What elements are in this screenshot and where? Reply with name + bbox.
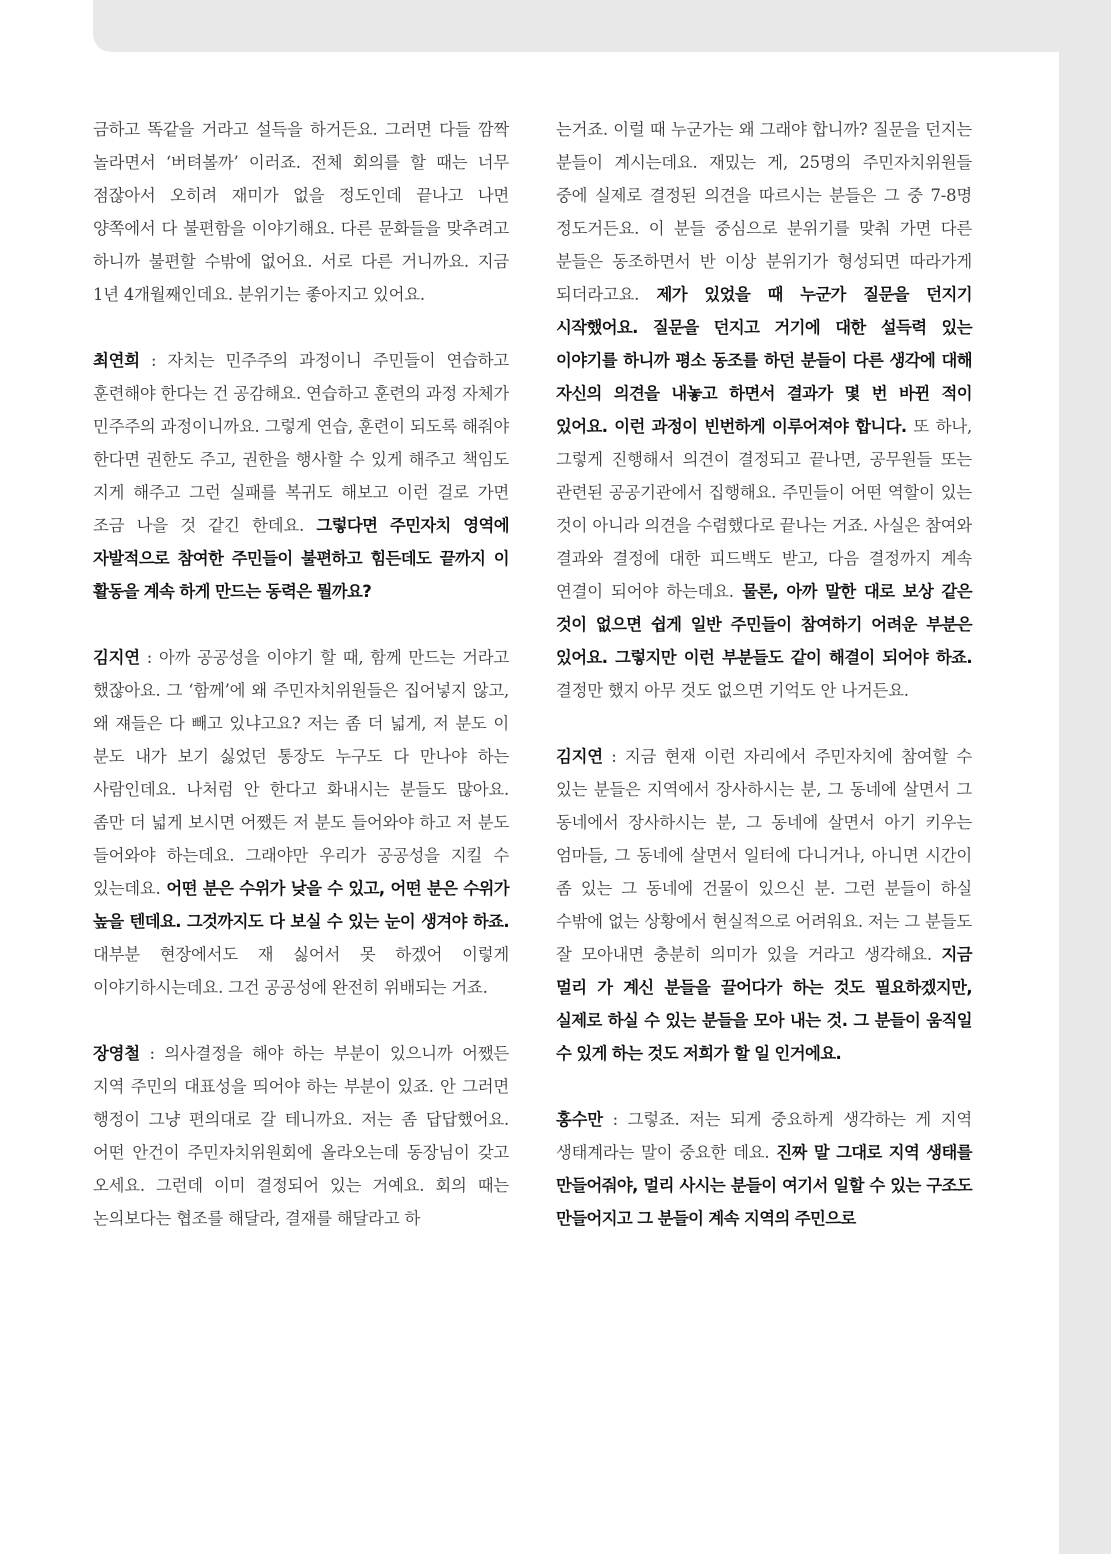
body-text: 결정만 했지 아무 것도 없으면 기억도 안 나거든요. — [556, 681, 909, 700]
speaker-name: 장영철 — [93, 1044, 140, 1063]
body-text: : 아까 공공성을 이야기 할 때, 함께 만드는 거라고 했잖아요. 그 ‘함께’에 왜 주민자치위원들은 집어넣지 않고, 왜 쟤들은 다 빼고 있냐고요? 저는 좀 더 넓게, 저 분도 이 분도 내가 보기 싫었던 통장도 누구도 다 만나야 하는 사람인데요. 나처럼 안 한다고 화내시는 분들도 많아요. 좀만 더 넓게 보시면 어쨌든 저 분도 들어와야 하고 저 분도 들어와야 하는데요. 그래야만 우리가 공공성을 지킬 수 있는데요. — [93, 648, 509, 898]
emphasis-text: 제가 있었을 때 누군가 질문을 던지기 시작했어요. 질문을 던지고 거기에 대한 설득력 있는 이야기를 하니까 평소 동조를 하던 분들이 다른 생각에 대해 자신의 의견을 내놓고 하면서 결과가 몇 번 바뀐 적이 있어요. 이런 과정이 빈번하게 이루어져야 합니다. — [556, 285, 972, 436]
speaker-name: 김지연 — [93, 648, 140, 667]
left-column — [93, 113, 509, 1268]
paragraph-kim-1 — [93, 641, 509, 1004]
body-text: : 의사결정을 해야 하는 부분이 있으니까 어쨌든 지역 주민의 대표성을 띄어야 하는 부분이 있죠. 안 그러면 행정이 그냥 편의대로 갈 테니까요. 저는 좀 답답했어요. 어떤 안건이 주민자치위원회에 올라오는데 동장님이 갖고 오세요. 그런데 이미 결정되어 있는 거예요. 회의 때는 논의보다는 협조를 해달라, 결재를 해달라고 하 — [93, 1044, 509, 1228]
emphasis-text: 그렇다면 주민자치 영역에 자발적으로 참여한 주민들이 불편하고 힘든데도 끝까지 이 활동을 계속 하게 만드는 동력은 뭘까요? — [93, 516, 509, 601]
paragraph-choi — [93, 344, 509, 608]
speaker-name: 최연희 — [93, 351, 140, 370]
header-band — [93, 0, 1111, 52]
paragraph-kim-2 — [556, 740, 972, 1070]
body-text: : 자치는 민주주의 과정이니 주민들이 연습하고 훈련해야 한다는 건 공감해요. 연습하고 훈련의 과정 자체가 민주주의 과정이니까요. 그렇게 연습, 훈련이 되도록 해줘야 한다면 권한도 주고, 권한을 행사할 수 있게 해주고 책임도 지게 해주고 그런 실패를 복귀도 해보고 이런 걸로 가면 조금 나을 것 같긴 한데요. — [93, 351, 509, 535]
paragraph-hong — [556, 1103, 972, 1235]
paragraph-continuation — [93, 113, 509, 311]
emphasis-text: 진짜 말 그대로 지역 생태를 만들어줘야, 멀리 사시는 분들이 여기서 일할 수 있는 구조도 만들어지고 그 분들이 계속 지역의 주민으로 — [556, 1143, 972, 1228]
body-text: 대부분 현장에서도 재 싫어서 못 하겠어 이렇게 이야기하시는데요. 그건 공공성에 완전히 위배되는 거죠. — [93, 945, 509, 997]
speaker-name: 홍수만 — [556, 1110, 603, 1129]
paragraph-continuation — [556, 113, 972, 707]
body-text: : 그렇죠. 저는 되게 중요하게 생각하는 게 지역 생태계라는 말이 중요한 데요. — [556, 1110, 972, 1162]
paragraph-jang — [93, 1037, 509, 1235]
body-text: : 지금 현재 이런 자리에서 주민자치에 참여할 수 있는 분들은 지역에서 장사하시는 분, 그 동네에 살면서 그 동네에서 장사하시는 분, 그 동네에 살면서 아기 키우는 엄마들, 그 동네에 살면서 일터에 다니거나, 아니면 시간이 좀 있는 그 동네에 건물이 있으신 분. 그런 분들이 하실 수밖에 없는 상황에서 현실적으로 어려워요. 저는 그 분들도 잘 모아내면 충분히 의미가 있을 거라고 생각해요. — [556, 747, 972, 964]
body-text: 금하고 똑같을 거라고 설득을 하거든요. 그러면 다들 깜짝 놀라면서 ‘버텨볼까’ 이러죠. 전체 회의를 할 때는 너무 점잖아서 오히려 재미가 없을 정도인데 끝나고 나면 양쪽에서 다 불편함을 이야기해요. 다른 문화들을 맞추려고 하니까 불편할 수밖에 없어요. 서로 다른 거니까요. 지금 1년 4개월째인데요. 분위기는 좋아지고 있어요. — [93, 120, 509, 304]
body-text: 또 하나, 그렇게 진행해서 의견이 결정되고 끝나면, 공무원들 또는 관련된 공공기관에서 집행해요. 주민들이 어떤 역할이 있는 것이 아니라 의견을 수렴했다로 끝나는 거죠. 사실은 참여와 결과와 결정에 대한 피드백도 받고, 다음 결정까지 계속 연결이 되어야 하는데요. — [556, 417, 973, 601]
right-column — [556, 113, 972, 1268]
page-edge-strip — [1059, 0, 1111, 1554]
emphasis-text: 지금 멀리 가 계신 분들을 끌어다가 하는 것도 필요하겠지만, 실제로 하실 수 있는 분들을 모아 내는 것. 그 분들이 움직일 수 있게 하는 것도 저희가 할 일 인거에요. — [556, 945, 972, 1063]
emphasis-text: 물론, 아까 말한 대로 보상 같은 것이 없으면 쉽게 일반 주민들이 참여하기 어려운 부분은 있어요. 그렇지만 이런 부분들도 같이 해결이 되어야 하죠. — [556, 582, 972, 667]
speaker-name: 김지연 — [556, 747, 603, 766]
body-text: 는거죠. 이럴 때 누군가는 왜 그래야 합니까? 질문을 던지는 분들이 계시는데요. 재밌는 게, 25명의 주민자치위원들 중에 실제로 결정된 의견을 따르시는 분들은 그 중 7-8명 정도거든요. 이 분들 중심으로 분위기를 맞춰 가면 다른 분들은 동조하면서 반 이상 분위기가 형성되면 따라가게 되더라고요. — [556, 120, 972, 304]
emphasis-text: 어떤 분은 수위가 낮을 수 있고, 어떤 분은 수위가 높을 텐데요. 그것까지도 다 보실 수 있는 눈이 생겨야 하죠. — [93, 879, 509, 931]
